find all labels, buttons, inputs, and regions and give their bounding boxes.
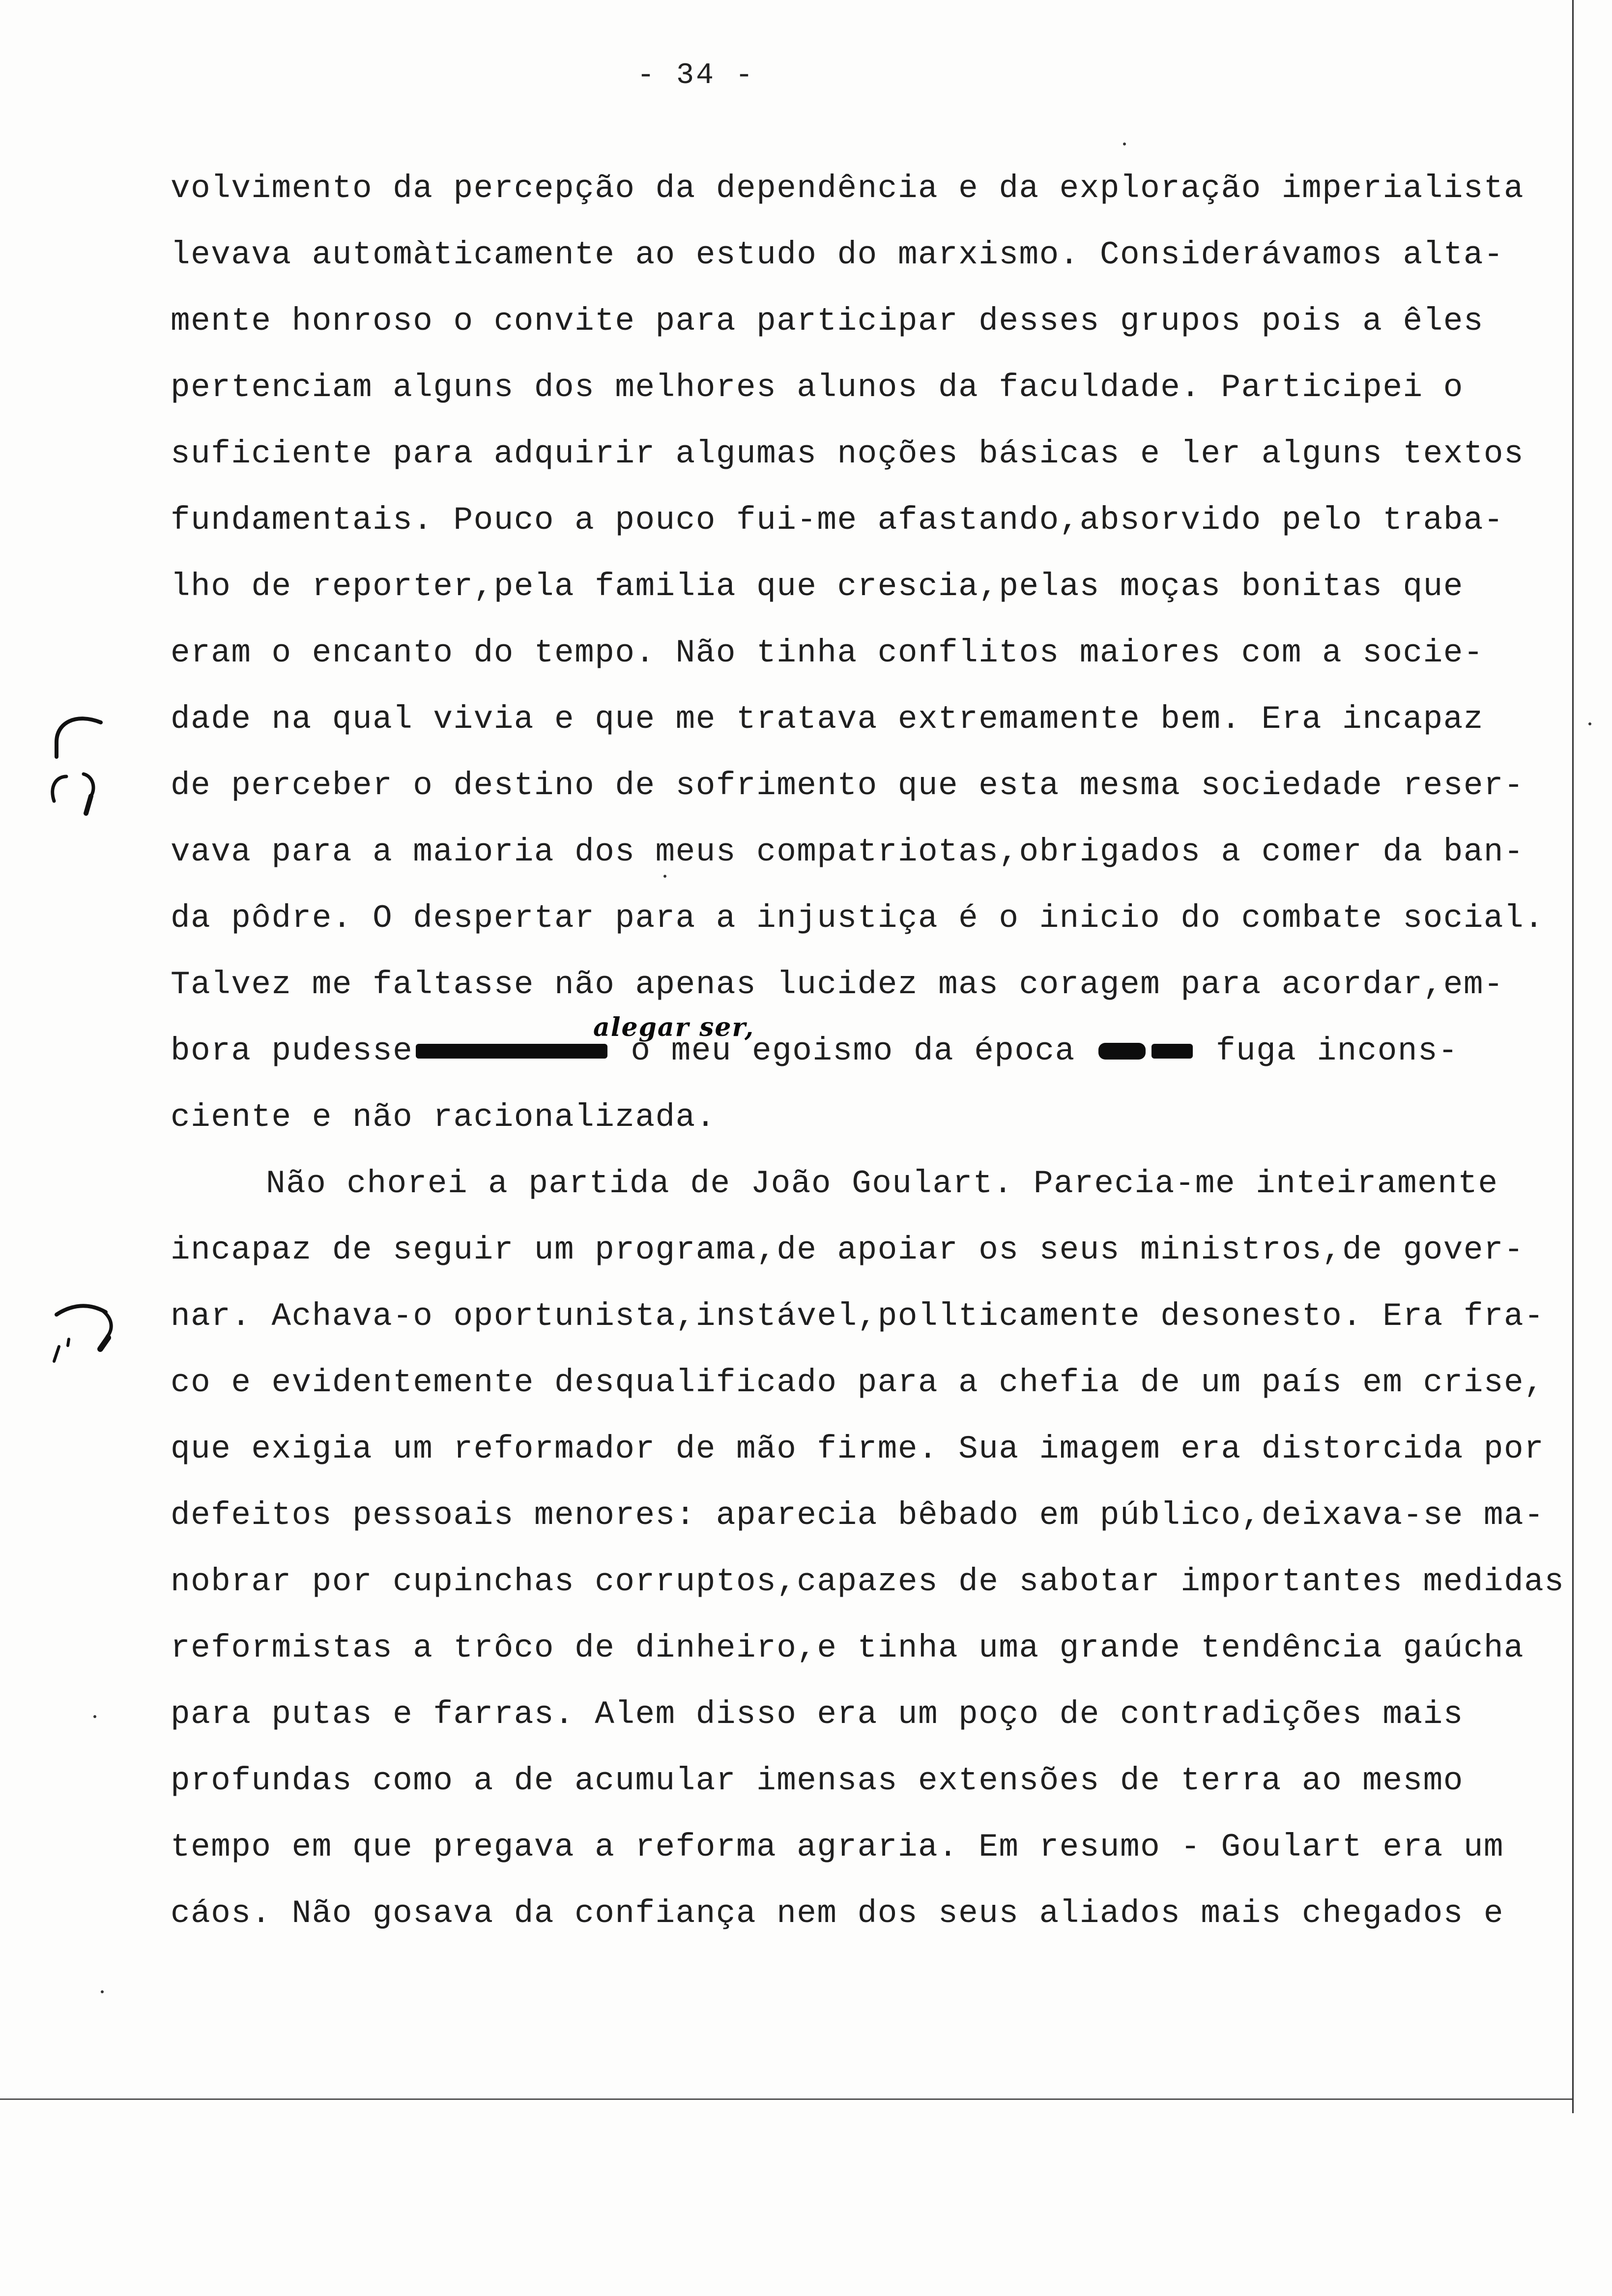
text-line: levava automàticamente ao estudo do marxismo. Considerávamos alta- bbox=[171, 236, 1504, 273]
text-line: pertenciam alguns dos melhores alunos da faculdade. Participei o bbox=[171, 369, 1464, 406]
scan-edge-line bbox=[0, 2098, 1573, 2100]
text-line: dade na qual vivia e que me tratava extremamente bem. Era incapaz bbox=[171, 701, 1484, 738]
text-line: vava para a maioria dos meus compatriotas,obrigados a comer da ban- bbox=[171, 833, 1525, 870]
redacted-text-line bbox=[171, 1012, 1566, 1084]
margin-bracket-mark bbox=[47, 703, 111, 831]
scan-speck bbox=[101, 1990, 104, 1993]
text-line: que exigia um reformador de mão firme. Sua imagem era distorcida por bbox=[171, 1431, 1545, 1467]
redaction-mark bbox=[1151, 1044, 1193, 1059]
text-line: mente honroso o convite para participar desses grupos pois a êles bbox=[171, 303, 1484, 340]
text-line: volvimento da percepção da dependência e da exploração imperialista bbox=[171, 170, 1525, 207]
line-segment: bora pudesse bbox=[171, 1033, 413, 1069]
text-line: cáos. Não gosava da confiança nem dos seus aliados mais chegados e bbox=[171, 1895, 1504, 1932]
scan-speck bbox=[1123, 143, 1126, 145]
text-line: co e evidentemente desqualificado para a chefia de um país em crise, bbox=[171, 1364, 1545, 1401]
text-line: Não chorei a partida de João Goulart. Parecia-me inteiramente bbox=[266, 1165, 1498, 1202]
margin-bracket-mark bbox=[49, 1292, 128, 1371]
handwritten-insertion: alegar ser, bbox=[593, 1012, 755, 1042]
text-line: eram o encanto do tempo. Não tinha conflitos maiores com a socie- bbox=[171, 634, 1484, 671]
text-line: suficiente para adquirir algumas noções básicas e ler alguns textos bbox=[171, 435, 1525, 472]
text-line: de perceber o destino de sofrimento que esta mesma sociedade reser- bbox=[171, 767, 1525, 804]
text-line: incapaz de seguir um programa,de apoiar os seus ministros,de gover- bbox=[171, 1232, 1525, 1268]
scan-speck bbox=[1588, 722, 1591, 725]
text-line: defeitos pessoais menores: aparecia bêbado em público,deixava-se ma- bbox=[171, 1497, 1545, 1534]
text-line: Talvez me faltasse não apenas lucidez mas coragem para acordar,em- bbox=[171, 966, 1504, 1003]
redaction-mark bbox=[1098, 1043, 1146, 1060]
redaction-mark bbox=[416, 1044, 607, 1059]
scan-edge-line bbox=[1572, 0, 1574, 2113]
text-line: lho de reporter,pela familia que crescia,pelas moças bonitas que bbox=[171, 568, 1464, 605]
text-line: tempo em que pregava a reforma agraria. Em resumo - Goulart era um bbox=[171, 1829, 1504, 1866]
line-segment: fuga incons- bbox=[1215, 1033, 1459, 1069]
text-line: para putas e farras. Alem disso era um poço de contradições mais bbox=[171, 1696, 1464, 1733]
text-line: profundas como a de acumular imensas extensões de terra ao mesmo bbox=[171, 1762, 1464, 1799]
scan-speck bbox=[93, 1715, 96, 1718]
text-line: fundamentais. Pouco a pouco fui-me afastando,absorvido pelo traba- bbox=[171, 502, 1504, 539]
text-line: da pôdre. O despertar para a injustiça é o inicio do combate social. bbox=[171, 900, 1545, 937]
scan-speck bbox=[663, 875, 666, 878]
text-line: ciente e não racionalizada. bbox=[171, 1099, 716, 1136]
line-segment: o meu egoismo da época bbox=[631, 1033, 1075, 1069]
text-line: nobrar por cupinchas corruptos,capazes de sabotar importantes medidas bbox=[171, 1563, 1565, 1600]
text-line: nar. Achava-o oportunista,instável,pollticamente desonesto. Era fra- bbox=[171, 1298, 1545, 1335]
body-text bbox=[171, 155, 1566, 1947]
text-line: reformistas a trôco de dinheiro,e tinha uma grande tendência gaúcha bbox=[171, 1630, 1525, 1666]
page-number: - 34 - bbox=[637, 59, 755, 92]
